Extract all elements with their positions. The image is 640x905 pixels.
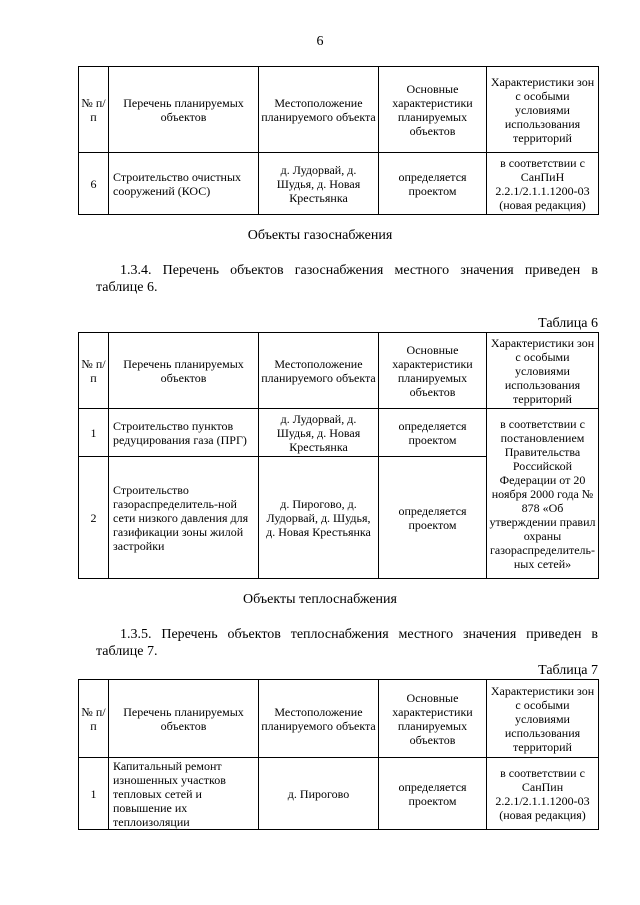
table-cell: определяется проектом — [379, 457, 487, 579]
header-cell: Основные характеристики планируемых объектов — [379, 680, 487, 758]
header-cell: № п/п — [79, 67, 109, 153]
header-cell: Перечень планируемых объектов — [109, 333, 259, 409]
table-cell: д. Пирогово — [259, 758, 379, 830]
page-number: 6 — [316, 34, 324, 49]
table-header-row — [79, 333, 599, 409]
paragraph-line: таблице 7. — [96, 644, 158, 659]
header-cell: Перечень планируемых объектов — [109, 67, 259, 153]
header-cell: Характеристики зон с особыми условиями использования территорий — [487, 680, 599, 758]
header-cell: Основные характеристики планируемых объектов — [379, 67, 487, 153]
table-cell: Строительство газораспределитель-ной сети низкого давления для газификации зоны жилой застройки — [109, 457, 259, 579]
section-heading-heat: Объекты теплоснабжения — [243, 592, 397, 607]
table-header-row — [79, 67, 599, 153]
table-cell: 1 — [79, 409, 109, 457]
paragraph-heat — [96, 626, 598, 660]
header-cell: № п/п — [79, 333, 109, 409]
header-cell: Местоположение планируемого объекта — [259, 333, 379, 409]
table-cell: Строительство очистных сооружений (КОС) — [109, 153, 259, 215]
paragraph-line: 1.3.4. Перечень объектов газоснабжения местного значения приведен в — [120, 263, 598, 278]
table-cell: 1 — [79, 758, 109, 830]
table-cell: д. Пирогово, д. Лудорвай, д. Шудья, д. Новая Крестьянка — [259, 457, 379, 579]
table-cell: 2 — [79, 457, 109, 579]
header-cell: Местоположение планируемого объекта — [259, 680, 379, 758]
header-cell: Местоположение планируемого объекта — [259, 67, 379, 153]
table-cell: определяется проектом — [379, 153, 487, 215]
paragraph-line: 1.3.5. Перечень объектов теплоснабжения местного значения приведен в — [120, 627, 598, 642]
section-heading-gas: Объекты газоснабжения — [247, 228, 393, 243]
table-7 — [78, 679, 599, 830]
table-cell: определяется проектом — [379, 758, 487, 830]
table-cell: 6 — [79, 153, 109, 215]
table-cell: Капитальный ремонт изношенных участков тепловых сетей и повышение их теплоизоляции — [109, 758, 259, 830]
merged-zone-cell: в соответствии с постановлением Правительства Российской Федерации от 20 ноября 2000 года № 878 «Об утверждении правил охраны газораспределитель-ных сетей» — [487, 409, 599, 579]
table-top — [78, 66, 599, 215]
table-caption-7: Таблица 7 — [538, 663, 598, 678]
header-cell: Перечень планируемых объектов — [109, 680, 259, 758]
header-cell: Характеристики зон с особыми условиями использования территорий — [487, 67, 599, 153]
table-row — [79, 758, 599, 830]
header-cell: № п/п — [79, 680, 109, 758]
table-row — [79, 409, 599, 457]
paragraph-gas — [96, 262, 598, 296]
table-cell: определяется проектом — [379, 409, 487, 457]
table-cell: д. Лудорвай, д. Шудья, д. Новая Крестьянка — [259, 153, 379, 215]
table-caption-6: Таблица 6 — [538, 316, 598, 331]
header-cell: Характеристики зон с особыми условиями использования территорий — [487, 333, 599, 409]
table-cell: д. Лудорвай, д. Шудья, д. Новая Крестьянка — [259, 409, 379, 457]
table-cell: в соответствии с СанПиН 2.2.1/2.1.1.1200-03 (новая редакция) — [487, 153, 599, 215]
table-header-row — [79, 680, 599, 758]
table-row — [79, 153, 599, 215]
table-6 — [78, 332, 599, 579]
table-cell: в соответствии с СанПин 2.2.1/2.1.1.1200-03 (новая редакция) — [487, 758, 599, 830]
table-cell: Строительство пунктов редуцирования газа (ПРГ) — [109, 409, 259, 457]
header-cell: Основные характеристики планируемых объектов — [379, 333, 487, 409]
paragraph-line: таблице 6. — [96, 280, 158, 295]
